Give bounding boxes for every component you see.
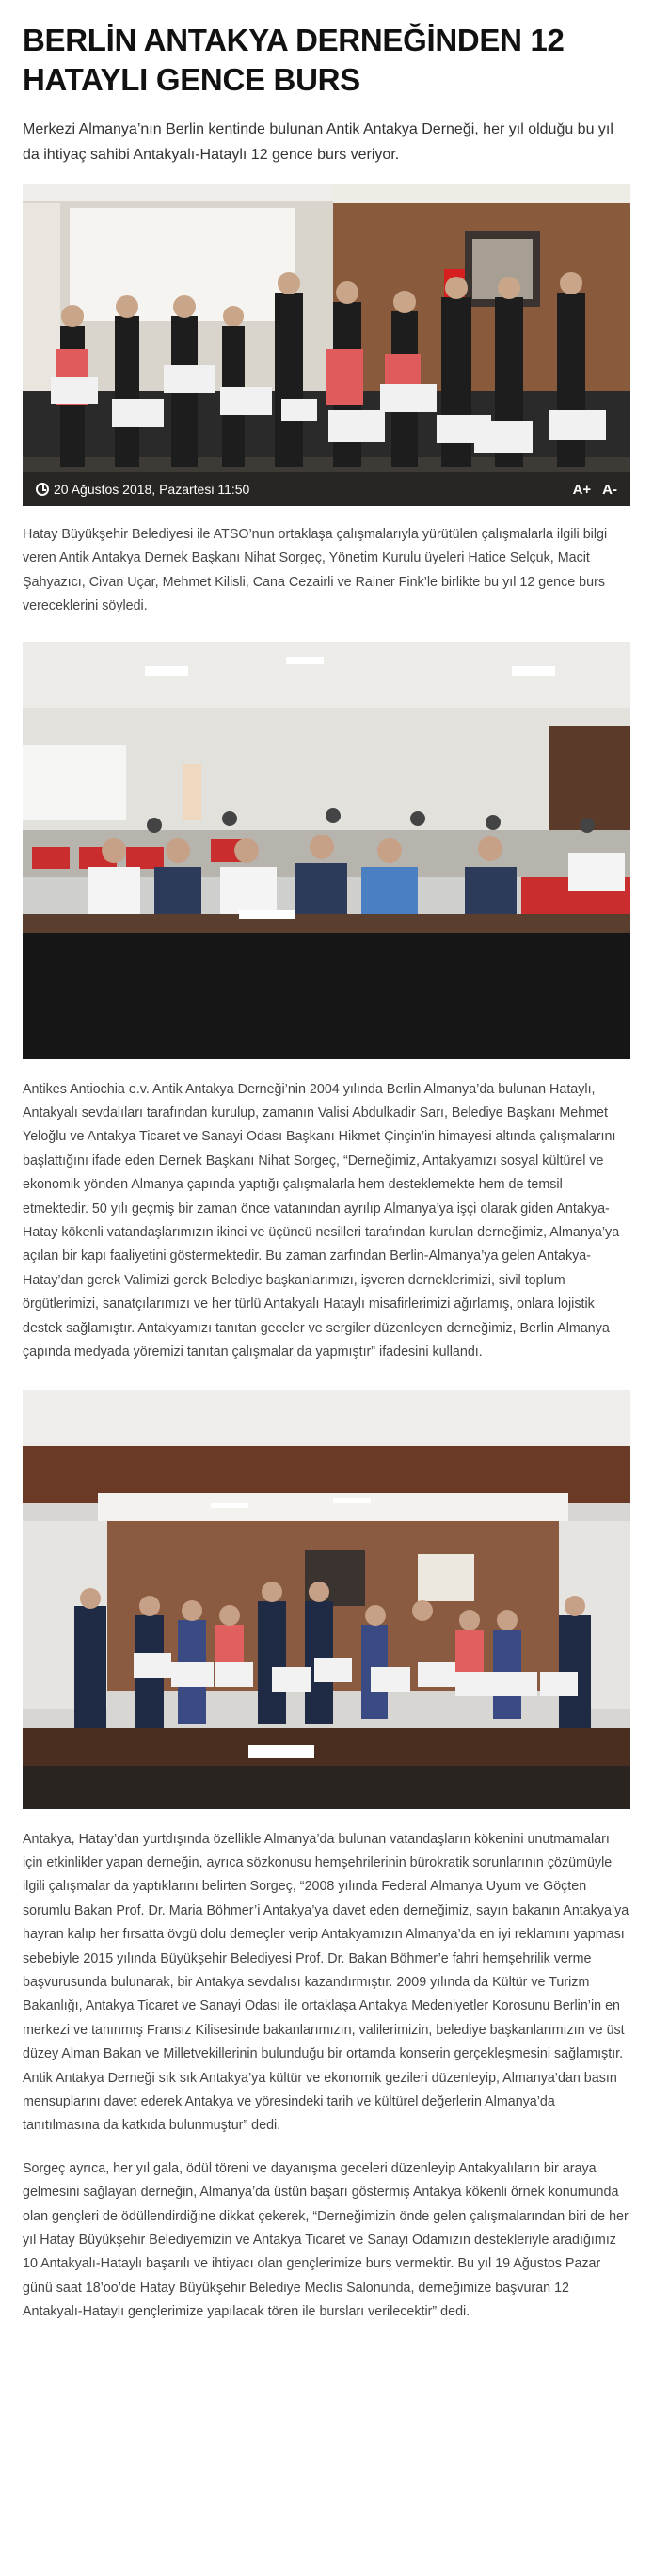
article-paragraph-4: Sorgeç ayrıca, her yıl gala, ödül töreni ve dayanışma geceleri düzenleyip Antakyalıların bir araya gelmesini sağlayan derneğin, Almanya’da üstün başarı göstermiş Antakya kökenli örnek konumunda olan gençleri de ödüllendirdiğine dikkat çekerek, “Derneğimizin önde gelen çalışmalarından biri de her yıl Hatay Büyükşehir Belediyemizin ve Antakya Ticaret ve Sanayi Odamızın destekleriyle aradığımız 10 Antakyalı-Hataylı başarılı ve ihtiyacı olan gençlerimize burs vermektir. Bu yıl 19 Ağustos Pazar günü saat 18’oo’de Hatay Büyükşehir Belediye Meclis Salonunda, derneğimize başvuran 12 Antakyalı-Hataylı gençlerimize yapılacak tören ile bursları verilecektir” dedi. [23, 2160, 629, 2320]
article-paragraph-2: Antikes Antiochia e.v. Antik Antakya Derneği’nin 2004 yılında Berlin Almanya’da bulunan Hataylı, Antakyalı sevdalıları tarafından kurulup, zamanın Valisi Abdulkadir Sarı, Belediye Başkanı Mehmet Yeloğlu ve Antakya Ticaret ve Sanayi Odası Başkanı Hikmet Çinçin’in himayesi altında çalışmalarını başlattığını ifade eden Dernek Başkanı Nihat Sorgeç, “Derneğimiz, Antakyamızı sosyal kültürel ve ekonomik yönden Almanya çapında yaptığı çalışmalarla hem desteklemekte hem de temsil etmektedir. 50 yılı geçmiş bir zaman önce vatanından ayrılıp Almanya’ya işçi olarak giden Antakya-Hatay kökenli vatandaşlarımızın ikinci ve üçüncü nesilleri tarafından kurulan derneğimiz, Almanya’ya açılan bir kapı faaliyetini göstermektedir. Bu zaman zarfından Berlin-Almanya’ya gelen Antakya-Hatay’dan gerek Valimizi gerek Belediye başkanlarımızı, işveren derneklerimizi, sivil toplum örgütlerimizi, sanatçılarımızı ve her türlü Antakyalı Hataylı misafirlerimizi ağırlamış, onlara lojistik destek sağlamıştır. Antakyamızı tanıtan geceler ve sergiler düzenleyen derneğimiz, Berlin Almanya çapında medyada yöremizi tanıtan çalışmalar da yapmıştır” ifadesini kullandı. [23, 1081, 620, 1360]
article-paragraph-3: Antakya, Hatay’dan yurtdışında özellikle Almanya’da bulunan vatandaşların kökenini unutmamaları için etkinlikler yapan derneğin, ayrıca sözkonusu hemşehrilerinin bürokratik sorunlarının çözümüyle ilgili çalışmalar da yaptıklarını belirten Sorgeç, “2008 yılında Federal Almanya Uyum ve Göçten sorumlu Bakan Prof. Dr. Maria Böhmer’i Antakya’ya davet eden derneğimiz, sayın bakanın Antakya’ya hayran kalıp her fırsatta övgü dolu demeçler verip Antakyamızın Almanya’da en iyi reklamını yapması sebebiyle 2015 yılında Büyükşehir Belediyesi Prof. Dr. Bakan Böhmer’e fahri hemşehrilik verme başvurusunda bulunarak, bir Antakya sevdalısı kazandırmıştır. 2009 yılında da Kültür ve Turizm Bakanlığı, Antakya Ticaret ve Sanayi Odası ile ortaklaşa Antakya Medeniyetler Korosunu Berlin’in en merkezi ve tanınmış Fransız Kilisesinde bakanlarımızın, valilerimizin, belediye başkanlarımızın ve üst düzey Alman Bakan ve Milletvekillerinin bulunduğu bir ortamda konserin gerçekleşmesini sağlamıştır. Antik Antakya Derneği sık sık Antakya’ya kültür ve ekonomik gezileri düzenleyip, Almanya’dan basın mensuplarını davet ederek Antakya ve yöresindeki tarih ve kültürel değerlerin Almanya’da tanıtılmasına da katkıda bulunmuştur” dedi. [23, 1831, 629, 2134]
photo-students-image [23, 184, 630, 506]
article-date [36, 482, 249, 497]
photo-meeting-image [23, 642, 630, 1059]
photo-meeting-hall [23, 642, 630, 1059]
article-lead: Merkezi Almanya’nın Berlin kentinde bulunan Antik Antakya Derneği, her yıl olduğu bu yıl da ihtiyaç sahibi Antakyalı-Hataylı 12 gence burs veriyor. [23, 121, 613, 163]
photo-scholarship-students [23, 184, 630, 506]
article-title: BERLİN ANTAKYA DERNEĞİNDEN 12 HATAYLI GENCE BURS [23, 23, 565, 97]
photo-group-ceremony [23, 1390, 630, 1809]
clock-icon [36, 483, 49, 496]
photo-group-image [23, 1390, 630, 1809]
font-size-controls [573, 482, 617, 498]
font-decrease-button[interactable]: A- [602, 481, 617, 498]
photo-overlay-bar [23, 472, 630, 506]
article-date-text: 20 Ağustos 2018, Pazartesi 11:50 [54, 482, 250, 497]
article-paragraph-1: Hatay Büyükşehir Belediyesi ile ATSO’nun ortaklaşa çalışmalarıyla yürütülen çalışmalarla ilgili bilgi veren Antik Antakya Dernek Başkanı Nihat Sorgeç, Yönetim Kurulu üyeleri Hatice Selçuk, Macit Şahyazıcı, Civan Uçar, Mehmet Kilisli, Cana Cezairli ve Rainer Fink’le birlikte bu yıl 12 gence burs vereceklerini söyledi. [23, 527, 608, 614]
font-increase-button[interactable]: A+ [572, 481, 592, 498]
